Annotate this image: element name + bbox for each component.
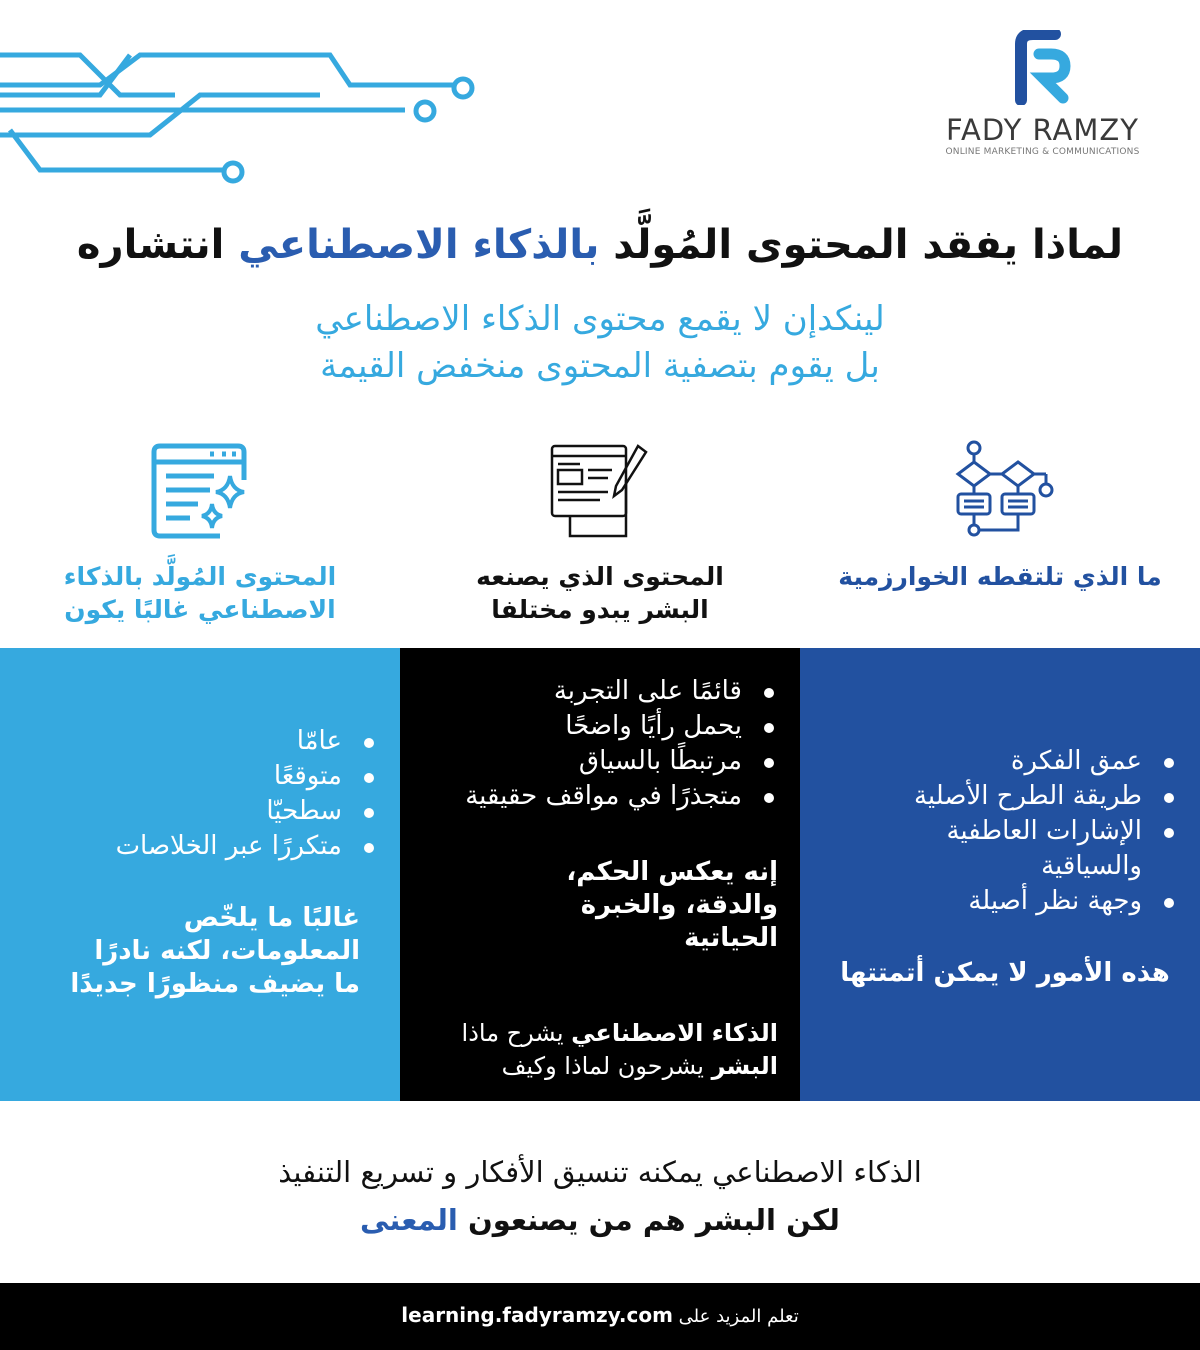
flowchart-icon — [950, 440, 1055, 540]
list-item: مرتبطًا بالسياق — [400, 744, 800, 779]
footer — [0, 1283, 1200, 1350]
compare-ai-bold: الذكاء الاصطناعي — [571, 1019, 778, 1047]
ai-vs-human-comparison — [400, 1017, 800, 1083]
bottom-line2: لكن البشر هم من يصنعون — [457, 1203, 840, 1237]
logo — [940, 30, 1145, 157]
human-list — [400, 674, 800, 814]
ai-document-sparkle-icon — [150, 440, 250, 540]
column-heading-ai: المحتوى المُولَّد بالذكاء الاصطناعي غالبًا يكون — [63, 562, 337, 624]
bottom-highlight: المعنى — [360, 1203, 458, 1237]
algorithm-list — [800, 744, 1200, 919]
ai-note: غالبًا ما يلخّص المعلومات، لكنه نادرًا ما يضيف منظورًا جديدًا — [70, 903, 360, 999]
footer-prefix: تعلم المزيد على — [672, 1306, 799, 1327]
compare-human-rest: يشرحون لماذا وكيف — [501, 1052, 712, 1080]
bottom-line1: الذكاء الاصطناعي يمكنه تنسيق الأفكار و تسريع التنفيذ — [278, 1155, 922, 1189]
bottom-message — [0, 1148, 1200, 1244]
title-part2: انتشاره — [76, 222, 239, 268]
logo-tagline: ONLINE MARKETING & COMMUNICATIONS — [945, 147, 1140, 157]
list-item: متكررًا عبر الخلاصات — [0, 829, 400, 864]
algorithm-note: هذه الأمور لا يمكن أتمتتها — [840, 958, 1170, 988]
list-item: وجهة نظر أصيلة — [800, 884, 1200, 919]
subtitle-line1: لينكدإن لا يقمع محتوى الذكاء الاصطناعي — [315, 299, 885, 339]
column-heading-algorithm: ما الذي تلتقطه الخوارزمية — [838, 562, 1162, 591]
page-title — [0, 222, 1200, 268]
list-item: متوقعًا — [0, 759, 400, 794]
list-item: عمق الفكرة — [800, 744, 1200, 779]
title-highlight: بالذكاء الاصطناعي — [238, 222, 600, 268]
list-item: يحمل رأيًا واضحًا — [400, 709, 800, 744]
subtitle-line2: بل يقوم بتصفية المحتوى منخفض القيمة — [320, 346, 880, 386]
list-item: الإشارات العاطفية والسياقية — [800, 814, 1200, 884]
panel-human — [400, 648, 800, 1101]
list-item: قائمًا على التجربة — [400, 674, 800, 709]
circuit-lines-decoration — [0, 40, 490, 190]
list-item: طريقة الطرح الأصلية — [800, 779, 1200, 814]
human-note: إنه يعكس الحكم، والدقة، والخبرة الحياتية — [566, 857, 778, 953]
panel-ai — [0, 648, 400, 1101]
ai-list — [0, 724, 400, 864]
panel-algorithm — [800, 648, 1200, 1101]
subtitle — [0, 296, 1200, 390]
list-item: متجذرًا في مواقف حقيقية — [400, 779, 800, 814]
logo-mark-icon — [1013, 30, 1073, 105]
logo-brand: FADY RAMZY — [946, 113, 1139, 147]
list-item: سطحيّا — [0, 794, 400, 829]
compare-human-bold: البشر — [711, 1052, 778, 1080]
list-item: عامّا — [0, 724, 400, 759]
column-heading-human: المحتوى الذي يصنعه البشر يبدو مختلفا — [476, 562, 724, 624]
writing-document-icon — [550, 440, 650, 540]
compare-ai-rest: يشرح ماذا — [461, 1019, 572, 1047]
title-part1: لماذا يفقد المحتوى المُولَّد — [599, 222, 1124, 268]
footer-link[interactable]: learning.fadyramzy.com — [401, 1303, 673, 1327]
